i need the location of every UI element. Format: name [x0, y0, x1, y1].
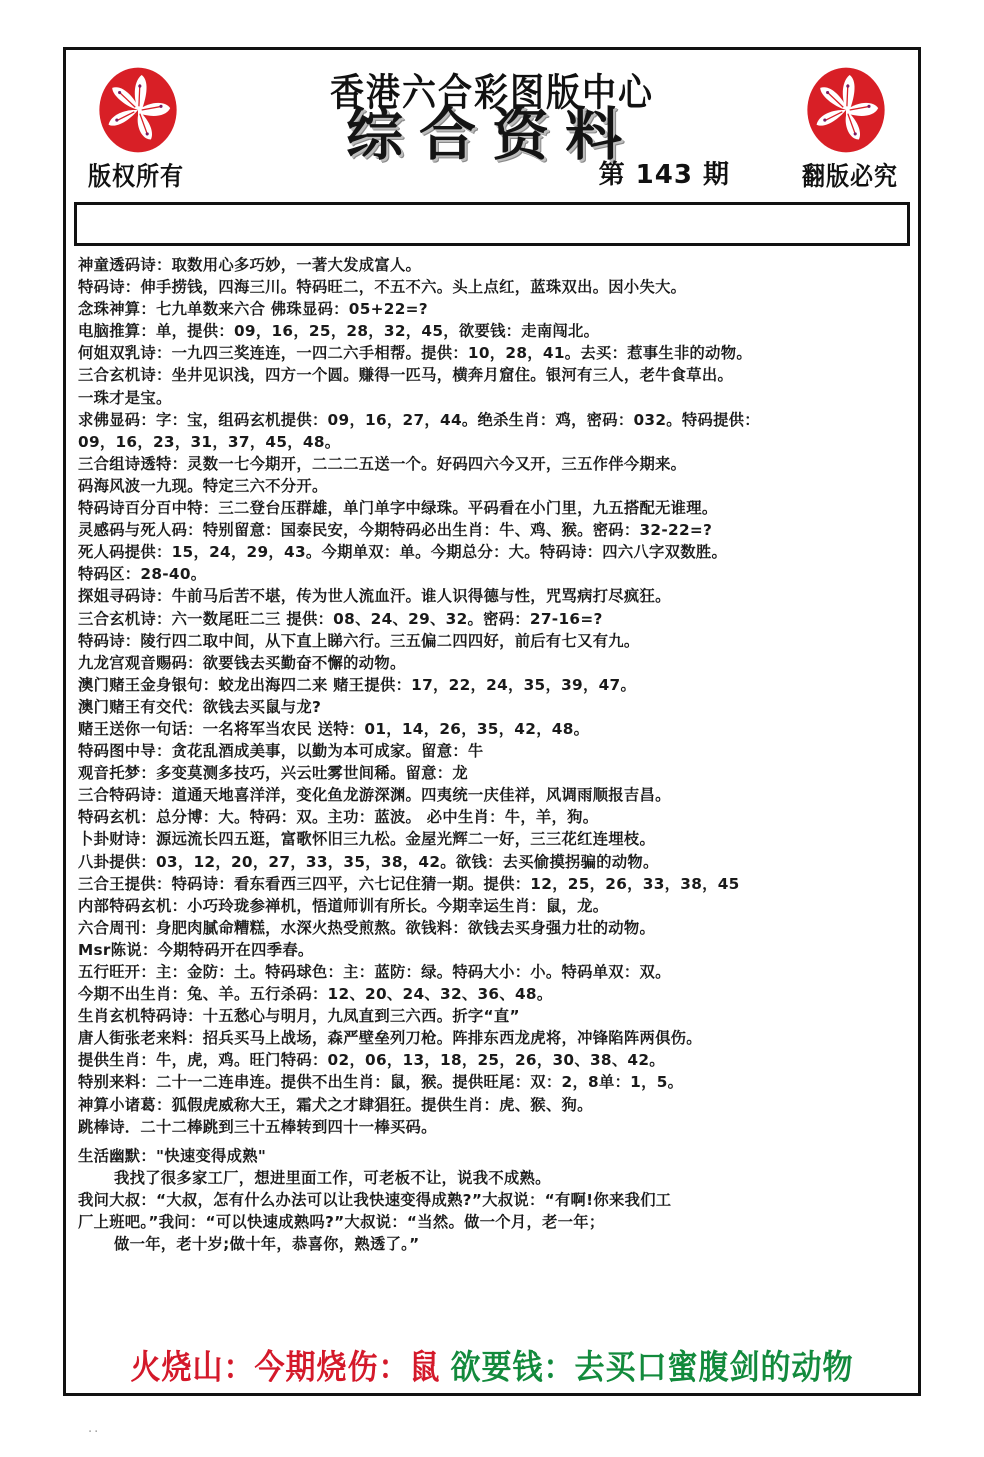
footer-green-text: 欲要钱：去买口蜜腹剑的动物: [450, 1348, 854, 1388]
content-line: 神童透码诗：取数用心多巧妙，一著大发成富人。: [78, 256, 422, 274]
page-title: 香港六合彩图版中心: [330, 70, 654, 116]
content-line: 我找了很多家工厂，想进里面工作，可老板不让，说我不成熟。: [114, 1168, 551, 1187]
content-line: 生活幽默："快速变得成熟": [78, 1146, 267, 1165]
content-line: 特码诗：陵行四二取中间，从下直上睇六行。三五偏二四四好，前后有七又有九。: [78, 631, 640, 650]
content-line: 今期不出生肖：兔、羊。五行杀码：12、20、24、32、36、48。: [78, 985, 553, 1004]
content-line: 特别来料：二十一二连串连。提供不出生肖：鼠，猴。提供旺尾：双：2，8单：1，5。: [78, 1073, 684, 1092]
content-line: 做一年，老十岁;做十年，恭喜你，熟透了。”: [114, 1235, 420, 1254]
content-line: 探姐寻码诗：牛前马后苦不堪，传为世人流血汗。谁人识得德与性，咒骂病打尽疯狂。: [78, 587, 671, 606]
content-line: 生肖玄机特码诗：十五愁心与明月，九凤直到三六西。折字“直”: [78, 1007, 520, 1026]
content-line: 特码诗：伸手捞钱，四海三川。特码旺二，不五不六。头上点红，蓝珠双出。因小失大。: [78, 278, 687, 297]
content-line: 厂上班吧。”我问：“可以快速成熟吗?”大叔说：“当然。做一个月，老一年；: [78, 1213, 605, 1232]
content-line: 三合组诗透特：灵数一七今期开，二二二五送一个。好码四六今又开，三五作伴今期来。: [78, 454, 687, 473]
content-line: 念珠神算：七九单数来六合 佛珠显码：05+22=?: [78, 300, 428, 319]
poster-frame: [63, 47, 921, 1396]
footer-highlight: [74, 1343, 910, 1388]
content-line: Msr陈说：今期特码开在四季春。: [78, 940, 314, 959]
stray-marks: ··: [88, 1425, 101, 1440]
content-line: 一珠才是宝。: [78, 388, 172, 407]
content-line: 澳门赌王有交代：欲钱去买鼠与龙?: [78, 697, 322, 716]
content-line: 九龙宫观音赐码：欲要钱去买勤奋不懈的动物。: [78, 653, 406, 672]
content-line: 内部特码玄机：小巧玲珑参禅机，悟道师训有所长。今期幸运生肖：鼠，龙。: [78, 896, 609, 915]
banner-box: [74, 202, 910, 246]
content-line: 卜卦财诗：源远流长四五逛，富歌怀旧三九松。金屋光辉二一好，三三花红连埋枝。: [78, 830, 656, 849]
page-subtitle: 综合资料: [346, 101, 638, 168]
content-line: 观音托梦：多变莫测多技巧，兴云吐雾世间稀。留意：龙: [78, 764, 468, 783]
content-line: 唐人街张老来料：招兵买马上战场，森严壁垒列刀枪。阵排东西龙虎将，冲锋陷阵两俱伤。: [78, 1029, 702, 1048]
content-line: 码海风波一九现。特定三六不分开。: [78, 476, 328, 495]
content-line: 神算小诸葛：狐假虎威称大王，霜犬之才肆猖狂。提供生肖：虎、猴、狗。: [78, 1095, 593, 1114]
content-line: 灵感码与死人码：特别留意：国泰民安，今期特码必出生肖：牛、鸡、猴。密码：32-22=?: [78, 521, 713, 540]
footer-red-text: 火烧山：今期烧伤：鼠: [130, 1348, 441, 1388]
content-line: 09，16，23，31，37，45，48。: [78, 432, 341, 451]
content-lines: [66, 246, 918, 1257]
content-line: 五行旺开：主：金防：土。特码球色：主：蓝防：绿。特码大小：小。特码单双：双。: [78, 963, 671, 981]
content-line: 我问大叔：“大叔，怎有什么办法可以让我快速变得成熟?”大叔说：“有啊!你来我们工: [78, 1190, 672, 1209]
content-line: 跳棒诗．二十二棒跳到三十五棒转到四十一棒买码。: [78, 1117, 437, 1136]
copyright-note-right: 翻版必究: [802, 162, 898, 192]
content-line: 死人码提供：15，24，29，43。今期单双：单。今期总分：大。特码诗：四六八字双数胜。: [78, 543, 728, 562]
content-line: 特码图中导：贪花乱酒成美事，以勤为本可成家。留意：牛: [78, 742, 484, 761]
copyright-note-left: 版权所有: [88, 162, 184, 192]
content-line: 三合玄机诗：六一数尾旺二三 提供：08、24、29、32。密码：27-16=?: [78, 609, 603, 628]
content-line: 特码区：28-40。: [78, 565, 207, 584]
content-line: 八卦提供：03，12，20，27，33，35，38，42。欲钱：去买偷摸拐骗的动物。: [78, 852, 659, 871]
content-line: 提供生肖：牛，虎，鸡。旺门特码：02，06，13，18，25，26，30、38、42。: [78, 1051, 665, 1070]
poster-header: [66, 50, 918, 198]
content-line: 三合特码诗：道通天地喜洋洋，变化鱼龙游深渊。四夷统一庆佳祥，风调雨顺报吉昌。: [78, 786, 671, 805]
content-line: 何姐双乳诗：一九四三奖连连，一四二六手相帮。提供：10，28，41。去买：惹事生非的动物。: [78, 344, 752, 363]
content-line: 三合王提供：特码诗：看东看西三四平，六七记住猜一期。提供：12，25，26，33，38，45: [78, 874, 740, 893]
content-line: 特码诗百分百中特：三二登台压群雄，单门单字中绿珠。平码看在小门里，九五搭配无谁理。: [78, 499, 718, 518]
content-line: 赌王送你一句话：一名将军当农民 送特：01，14，26，35，42，48。: [78, 719, 590, 738]
issue-number: 第 143 期: [598, 160, 730, 190]
content-line: 六合周刊：身肥肉腻命糟糕，水深火热受煎熬。欲钱料：欲钱去买身强力壮的动物。: [78, 918, 656, 937]
content-line: 求佛显码：字：宝，组码玄机提供：09，16，27，44。绝杀生肖：鸡，密码：032。特码提供：: [78, 410, 760, 429]
content-line: 特码玄机：总分博：大。特码：双。主功：蓝波。 必中生肖：牛，羊，狗。: [78, 808, 599, 827]
content-line: 澳门赌王金身银句：蛟龙出海四二来 赌王提供：17，22，24，35，39，47。: [78, 675, 637, 694]
content-line: 三合玄机诗：坐井见识浅，四方一个圆。赚得一匹马，横奔月窟住。银河有三人，老牛食草出。: [78, 366, 734, 385]
content-line: 电脑推算：单，提供：09，16，25，28，32，45，欲要钱：走南闯北。: [78, 322, 600, 341]
